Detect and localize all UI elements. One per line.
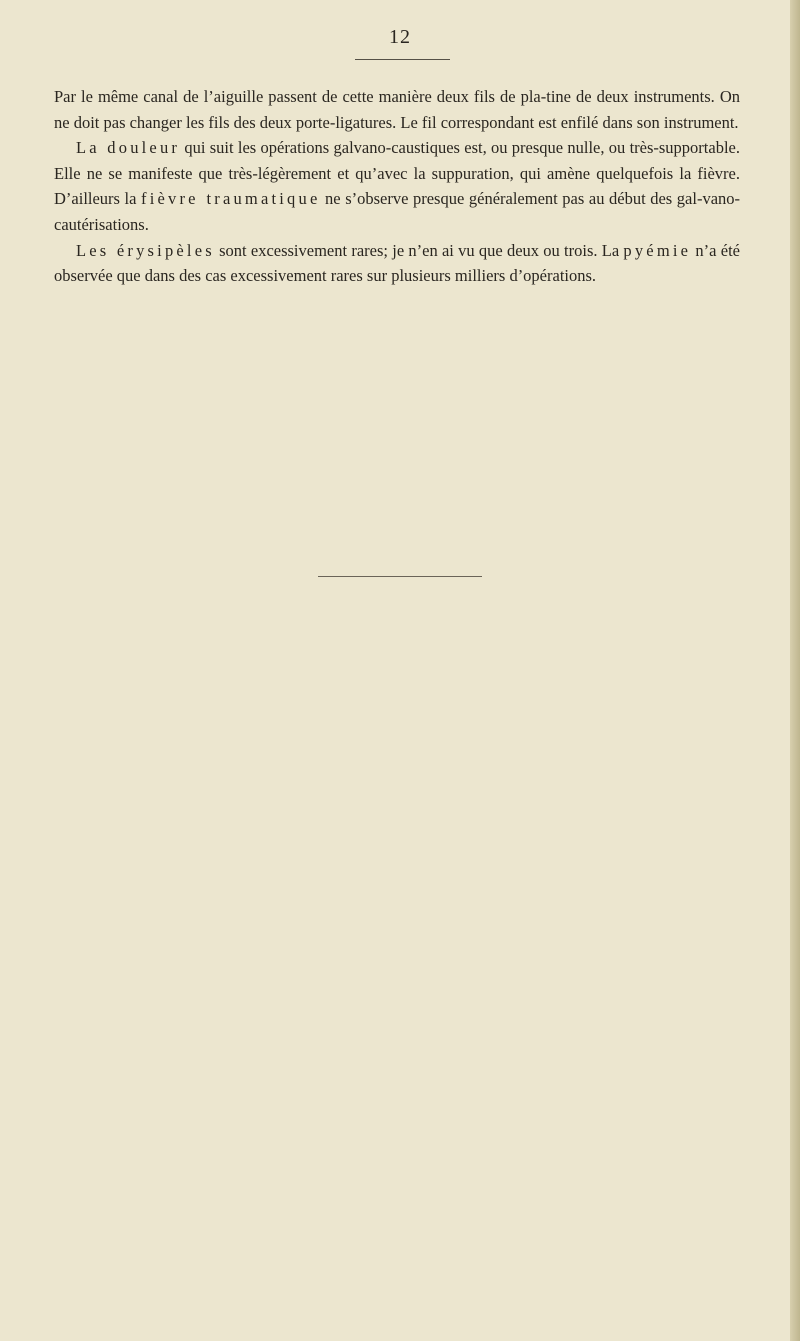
term-erysipeles: Les érysipèles	[76, 240, 215, 260]
paragraph-2-text-1: qui suit les opérations galvano-caustiques est, ou presque nulle, ou très-supportable. Elle ne se manifeste que très-légèrement et qu’avec la suppuration, qui amène quelquefois la fièvre. D’ailleurs la	[54, 138, 740, 209]
paragraph-3	[54, 238, 740, 289]
paragraph-3-text-1: sont excessivement rares; je n’en ai vu que deux ou trois. La	[214, 240, 624, 260]
paragraph-2	[54, 135, 740, 237]
term-pyemie: pyémie	[623, 240, 692, 260]
term-douleur: La douleur	[76, 138, 181, 158]
term-fievre-traumatique: fièvre traumatique	[141, 189, 321, 209]
paragraph-1	[54, 84, 740, 135]
page-number: 12	[389, 26, 411, 48]
page-edge	[790, 0, 800, 1341]
paragraph-1-text: Par le même canal de l’aiguille passent de cette manière deux fils de pla-tine de deux instruments. On ne doit pas changer les fils des deux porte-ligatures. Le fil correspondant est enfilé dans son instrument.	[54, 87, 740, 132]
page-number-rule	[355, 59, 450, 60]
section-end-rule	[318, 576, 482, 577]
paragraph-3-text-2: n’a été observée que dans des cas excessivement rares sur plusieurs milliers d’opérations.	[54, 240, 740, 286]
body-text	[54, 84, 740, 289]
paragraph-2-text-2: ne s’observe presque généralement pas au début des gal-vano-cautérisations.	[54, 189, 741, 234]
